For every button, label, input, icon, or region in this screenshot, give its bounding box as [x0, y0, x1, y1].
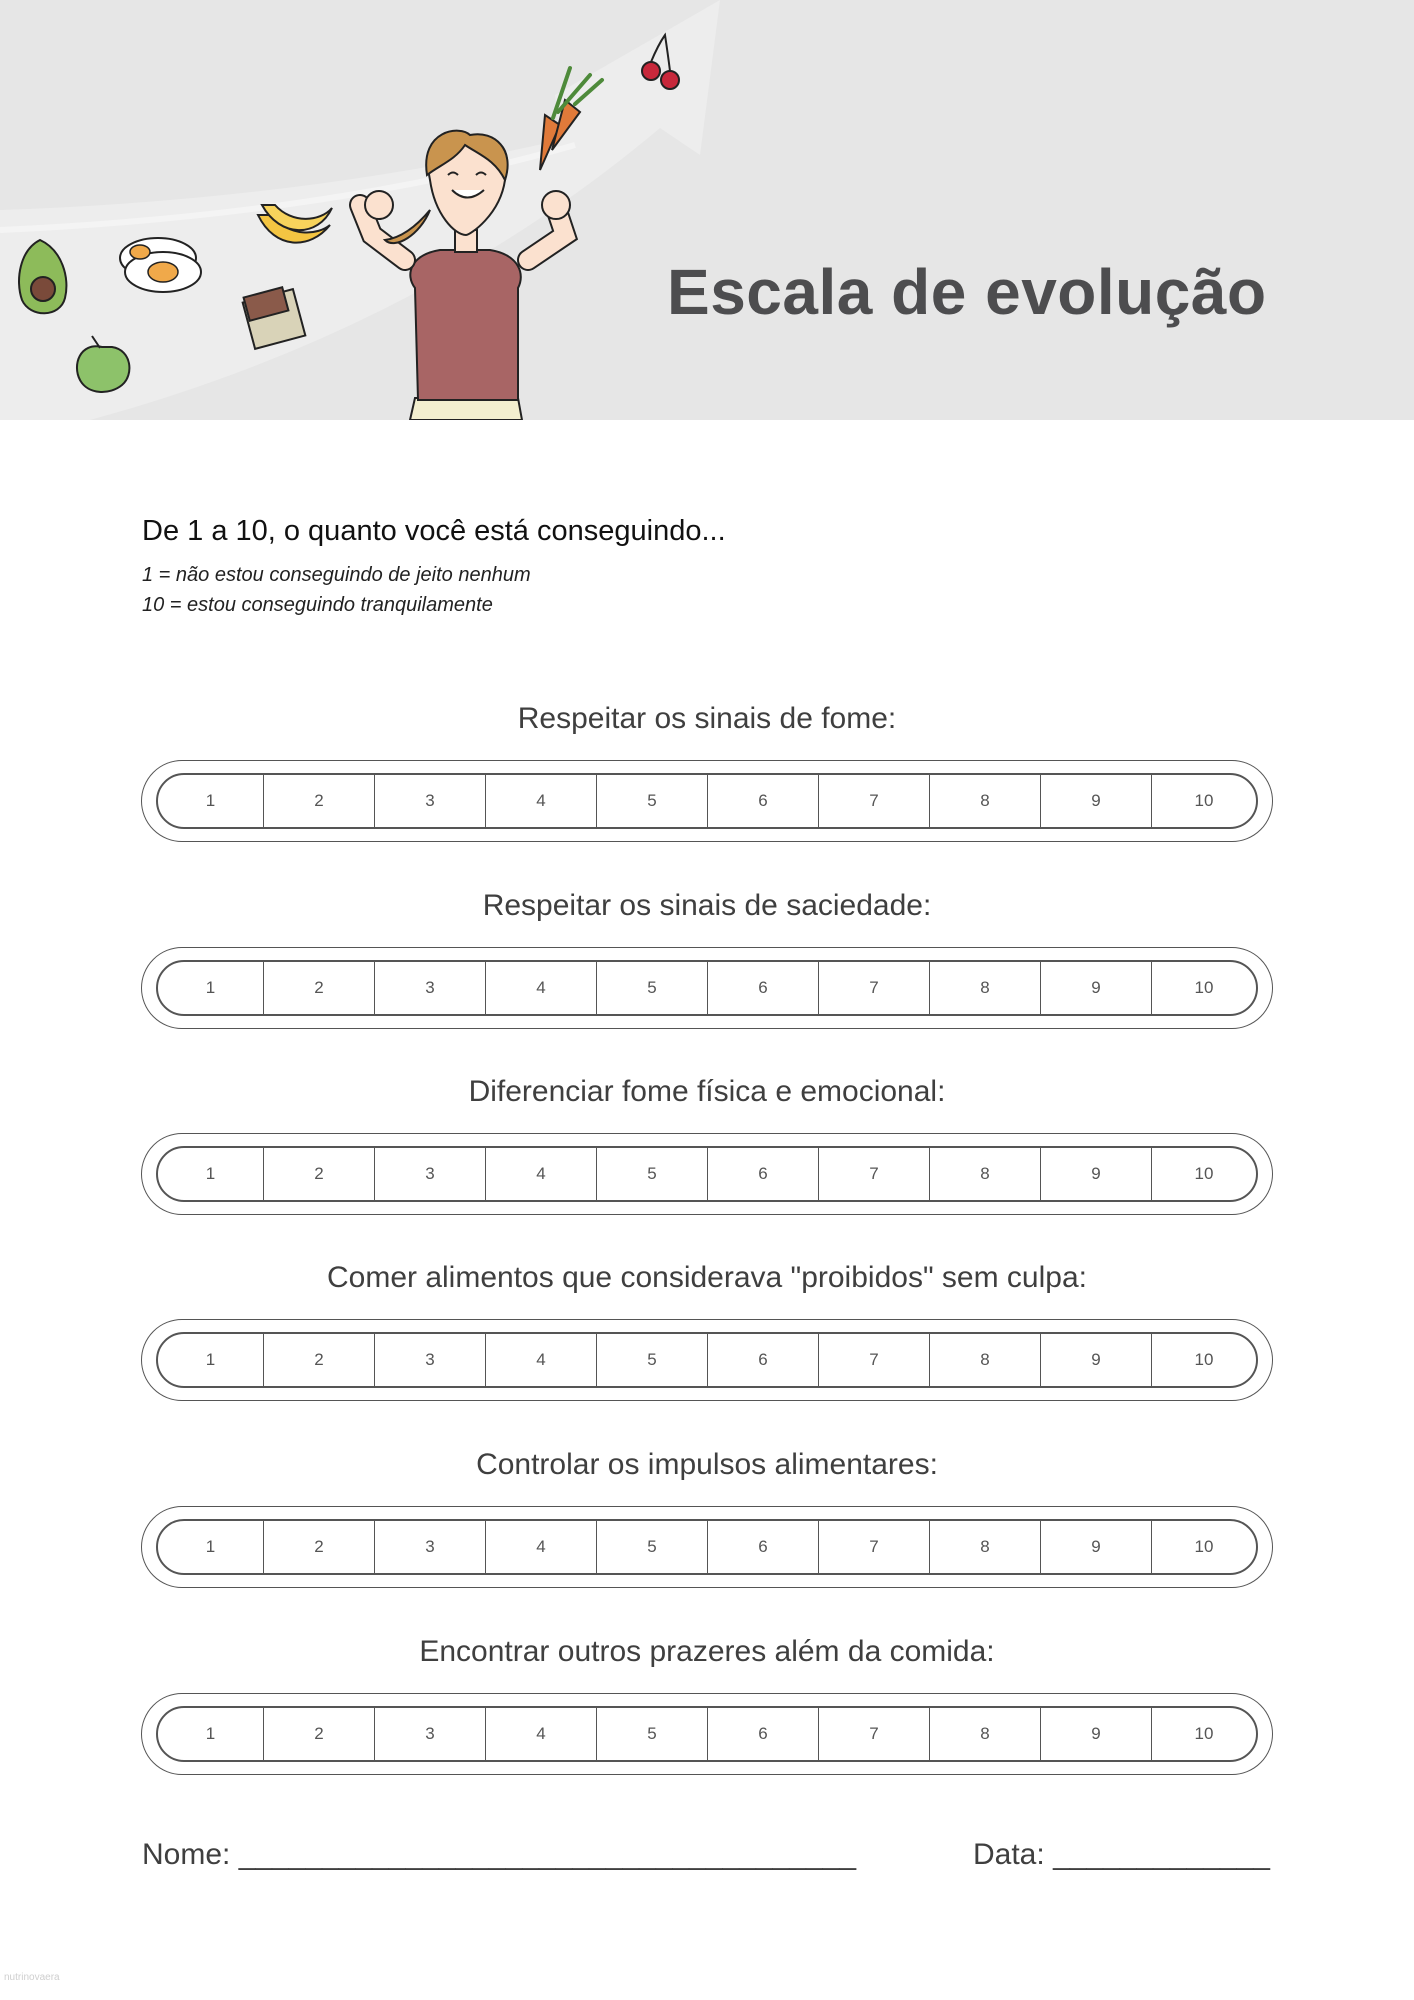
scale-option-5[interactable]: 5	[597, 1521, 708, 1573]
scale-label: Encontrar outros prazeres além da comida:	[419, 1635, 995, 1668]
scale-option-6[interactable]: 6	[708, 1334, 819, 1386]
header-banner	[0, 0, 1414, 420]
intro-question: De 1 a 10, o quanto você está conseguindo...	[142, 515, 726, 547]
scale-option-10[interactable]: 10	[1194, 1350, 1214, 1369]
scale-option-7[interactable]: 7	[819, 1334, 930, 1386]
scale-item	[141, 1256, 1273, 1401]
scale-options	[156, 773, 1258, 829]
scale-option-3[interactable]: 3	[375, 775, 486, 827]
scale-option-10[interactable]: 10	[1194, 1724, 1214, 1743]
header-illustration	[0, 0, 760, 420]
scale-option-2[interactable]: 2	[264, 1521, 375, 1573]
scale-option-8[interactable]: 8	[930, 1708, 1041, 1760]
scale-option-5[interactable]: 5	[597, 775, 708, 827]
scale-option-2[interactable]: 2	[264, 775, 375, 827]
name-label: Nome:	[142, 1838, 231, 1871]
scale-option-4[interactable]: 4	[486, 1334, 597, 1386]
scale-option-8[interactable]: 8	[930, 1521, 1041, 1573]
scale-track	[141, 760, 1273, 842]
legend-high: 10 = estou conseguindo tranquilamente	[142, 594, 493, 616]
scale-option-3[interactable]: 3	[375, 1521, 486, 1573]
scale-option-1[interactable]: 1	[158, 1708, 264, 1760]
name-field[interactable]	[142, 1838, 856, 1872]
scale-option-5[interactable]: 5	[597, 962, 708, 1014]
date-field[interactable]	[973, 1838, 1270, 1872]
scale-option-6[interactable]: 6	[708, 1148, 819, 1200]
scale-option-4[interactable]: 4	[486, 775, 597, 827]
scale-option-4[interactable]: 4	[486, 1708, 597, 1760]
scale-option-3[interactable]: 3	[375, 1334, 486, 1386]
scale-option-2[interactable]: 2	[264, 1148, 375, 1200]
scale-options	[156, 960, 1258, 1016]
scale-option-10[interactable]: 10	[1194, 791, 1214, 810]
scale-option-9[interactable]: 9	[1041, 775, 1152, 827]
scale-option-7[interactable]: 7	[819, 1708, 930, 1760]
scale-track	[141, 1133, 1273, 1215]
scale-label: Respeitar os sinais de saciedade:	[482, 889, 932, 922]
date-line[interactable]: _____________	[1053, 1838, 1270, 1871]
scale-option-9[interactable]: 9	[1041, 1148, 1152, 1200]
scale-track	[141, 1693, 1273, 1775]
scale-option-8[interactable]: 8	[930, 1334, 1041, 1386]
egg-icon	[120, 238, 201, 292]
scale-option-10[interactable]: 10	[1194, 1537, 1214, 1556]
scale-option-1[interactable]: 1	[158, 1334, 264, 1386]
scale-option-7[interactable]: 7	[819, 1148, 930, 1200]
scale-label: Comer alimentos que considerava "proibidos" sem culpa:	[326, 1261, 1087, 1294]
intro-section	[142, 515, 726, 620]
scale-options	[156, 1706, 1258, 1762]
scale-option-2[interactable]: 2	[264, 1708, 375, 1760]
scale-option-3[interactable]: 3	[375, 1708, 486, 1760]
scale-item	[141, 1070, 1273, 1215]
scale-option-1[interactable]: 1	[158, 1521, 264, 1573]
page-title: Escala de evolução	[667, 256, 1267, 328]
scale-option-8[interactable]: 8	[930, 1148, 1041, 1200]
scale-option-5[interactable]: 5	[597, 1148, 708, 1200]
scale-label: Controlar os impulsos alimentares:	[476, 1448, 938, 1481]
scale-option-7[interactable]: 7	[819, 775, 930, 827]
scale-options	[156, 1519, 1258, 1575]
scale-option-6[interactable]: 6	[708, 962, 819, 1014]
legend-low: 1 = não estou conseguindo de jeito nenhum	[142, 564, 531, 586]
scale-option-8[interactable]: 8	[930, 775, 1041, 827]
date-label: Data:	[973, 1838, 1045, 1871]
scale-track	[141, 1506, 1273, 1588]
scale-option-1[interactable]: 1	[158, 775, 264, 827]
scale-option-9[interactable]: 9	[1041, 1521, 1152, 1573]
scale-option-2[interactable]: 2	[264, 962, 375, 1014]
scale-option-8[interactable]: 8	[930, 962, 1041, 1014]
scale-option-2[interactable]: 2	[264, 1334, 375, 1386]
scale-track	[141, 1319, 1273, 1401]
scale-label: Diferenciar fome física e emocional:	[468, 1075, 946, 1108]
scale-option-5[interactable]: 5	[597, 1334, 708, 1386]
scale-option-4[interactable]: 4	[486, 1521, 597, 1573]
scale-option-7[interactable]: 7	[819, 962, 930, 1014]
scale-item	[141, 1443, 1273, 1588]
scale-option-9[interactable]: 9	[1041, 1334, 1152, 1386]
scale-item	[141, 884, 1273, 1029]
scale-item	[141, 1630, 1273, 1775]
scale-option-9[interactable]: 9	[1041, 1708, 1152, 1760]
scale-option-1[interactable]: 1	[158, 1148, 264, 1200]
scale-option-7[interactable]: 7	[819, 1521, 930, 1573]
scale-option-6[interactable]: 6	[708, 1521, 819, 1573]
scale-option-9[interactable]: 9	[1041, 962, 1152, 1014]
name-line[interactable]: _____________________________________	[238, 1838, 857, 1871]
scale-options	[156, 1332, 1258, 1388]
scale-label: Respeitar os sinais de fome:	[517, 702, 897, 735]
scale-option-4[interactable]: 4	[486, 962, 597, 1014]
watermark: nutrinovaera	[4, 1972, 60, 1983]
scale-track	[141, 947, 1273, 1029]
scale-option-10[interactable]: 10	[1194, 1164, 1214, 1183]
scale-option-3[interactable]: 3	[375, 962, 486, 1014]
scale-item	[141, 697, 1273, 842]
scale-option-6[interactable]: 6	[708, 775, 819, 827]
scale-option-4[interactable]: 4	[486, 1148, 597, 1200]
scale-option-3[interactable]: 3	[375, 1148, 486, 1200]
scale-option-10[interactable]: 10	[1194, 978, 1214, 997]
scale-options	[156, 1146, 1258, 1202]
scale-option-5[interactable]: 5	[597, 1708, 708, 1760]
scale-option-6[interactable]: 6	[708, 1708, 819, 1760]
scale-option-1[interactable]: 1	[158, 962, 264, 1014]
